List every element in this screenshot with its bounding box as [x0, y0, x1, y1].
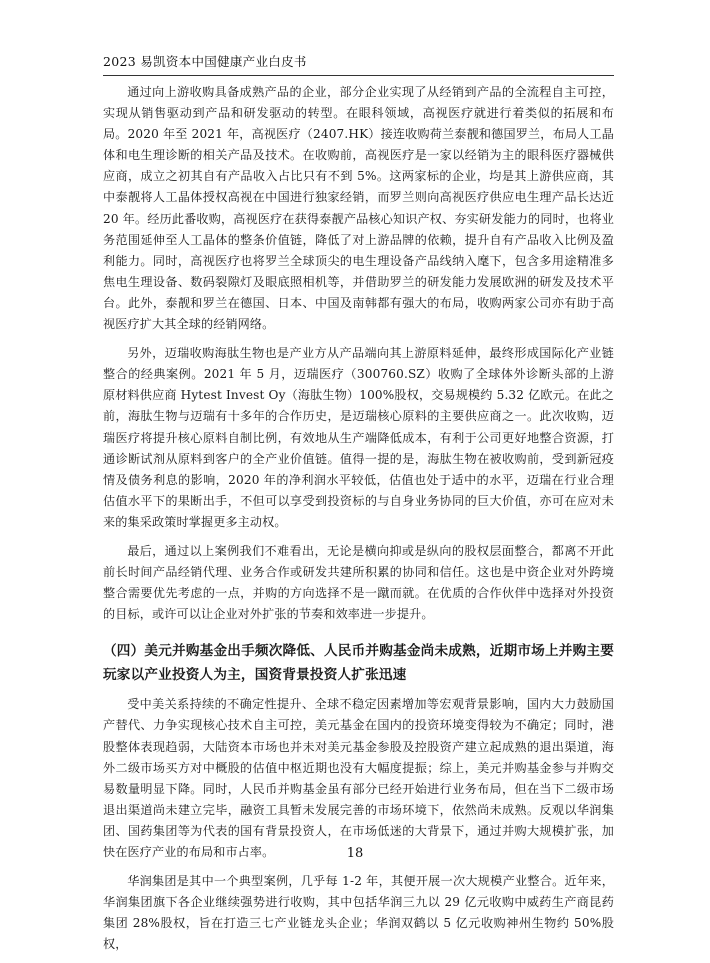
running-header: 2023 易凯资本中国健康产业白皮书 — [103, 54, 307, 69]
paragraph-conclusion: 最后，通过以上案例我们不难看出，无论是横向抑或是纵向的股权层面整合，都离不开此前长时间产品经销代理、业务合作或研发共建所积累的协同和信任。这也是中资企业对外跨境整合需要优先考虑的一点，并购的方向选择不是一蹴而就。在优质的合作伙伴中选择对外投资的目标，或许可以让企业对外扩张的节奏和效率进一步提升。 — [103, 543, 614, 622]
paragraph-crc-case: 华润集团是其中一个典型案例，几乎每 1-2 年，其便开展一次大规模产业整合。近年来，华润集团旗下各企业继续强势进行收购，其中包括华润三九以 29 亿元收购中威药生产商昆药集团 28%股权，旨在打造三七产业链龙头企业；华润双鹤以 5 亿元收购神州生物约 50%股权， — [103, 874, 614, 952]
page-number: 18 — [346, 846, 364, 861]
paragraph-macro-background: 受中美关系持续的不确定性提升、全球不稳定因素增加等宏观背景影响，国内大力鼓励国产替代、力争实现核心技术自主可控，美元基金在国内的投资环境变得较为不确定；同时，港股整体表现趋弱，大陆资本市场也并未对美元基金参股及控股资产建立起成熟的退出渠道，海外二级市场买方对中概股的估值中枢近期也没有大幅度提振；综上，美元并购基金参与并购交易数量明显下降。同时，人民币并购基金虽有部分已经开始进行业务布局，但在当下二级市场退出渠道尚未建立完毕，融资工具暂未发展完善的市场环境下，依然尚未成熟。反观以华润集团、国药集团等为代表的国有背景投资人，在市场低迷的大背景下，通过并购大规模扩张，加快在医疗产业的布局和市占率。 — [103, 697, 614, 859]
section-heading: （四）美元并购基金出手频次降低、人民币并购基金尚未成熟，近期市场上并购主要玩家以产业投资人为主，国资背景投资人扩张迅速 — [103, 643, 614, 683]
page-body — [103, 82, 614, 963]
header-rule — [103, 75, 614, 76]
paragraph-gaoshi-acquisition: 通过向上游收购具备成熟产品的企业，部分企业实现了从经销到产品的全流程自主可控，实现从销售驱动到产品和研发驱动的转型。在眼科领域，高视医疗就进行着类似的拓展和布局。2020 年至 2021 年，高视医疗（2407.HK）接连收购荷兰泰靓和德国罗兰，布局人工晶体和电生理诊断的相关产品及技术。在收购前，高视医疗是一家以经销为主的眼科医疗器械供应商，成立之初其自有产品收入占比只有不到 5%。这两家标的企业，均是其上游供应商，其中泰靓将人工晶体授权高视在中国进行独家经销，而罗兰则向高视医疗供应电生理产品长达近 20 年。经历此番收购，高视医疗在获得泰靓产品核心知识产权、夯实研发能力的同时，也将业务范围延伸至人工晶体的整条价值链，降低了对上游品牌的依赖，提升自有产品收入比例及盈利能力。同时，高视医疗也将罗兰全球顶尖的电生理设备产品线纳入麾下，包含多用途精准多焦电生理设备、数码裂隙灯及眼底照相机等，并借助罗兰的研发能力发展欧洲的研发及技术平台。此外，泰靓和罗兰在德国、日本、中国及南韩都有强大的布局，收购两家公司亦有助于高视医疗扩大其全球的经销网络。 — [103, 85, 614, 332]
paragraph-mindray-hytest: 另外，迈瑞收购海肽生物也是产业方从产品端向其上游原料延伸，最终形成国际化产业链整合的经典案例。2021 年 5 月，迈瑞医疗（300760.SZ）收购了全球体外诊断头部的上游原材料供应商 Hytest Invest Oy（海肽生物）100%股权，交易规模约 5.32 亿欧元。在此之前，海肽生物与迈瑞有十多年的合作历史，是迈瑞核心原料的主要供应商之一。此次收购，迈瑞医疗将提升核心原料自制比例，有效地从生产端降低成本，有利于公司更好地整合资源，打通诊断试剂从原料到客户的全产业价值链。值得一提的是，海肽生物在被收购前，受到新冠疫情及债务利息的影响，2020 年的净利润水平较低，估值也处于适中的水平，迈瑞在行业合理估值水平下的果断出手，不但可以享受到投资标的与自身业务协同的巨大价值，亦可在应对未来的集采政策时掌握更多主动权。 — [103, 346, 614, 529]
